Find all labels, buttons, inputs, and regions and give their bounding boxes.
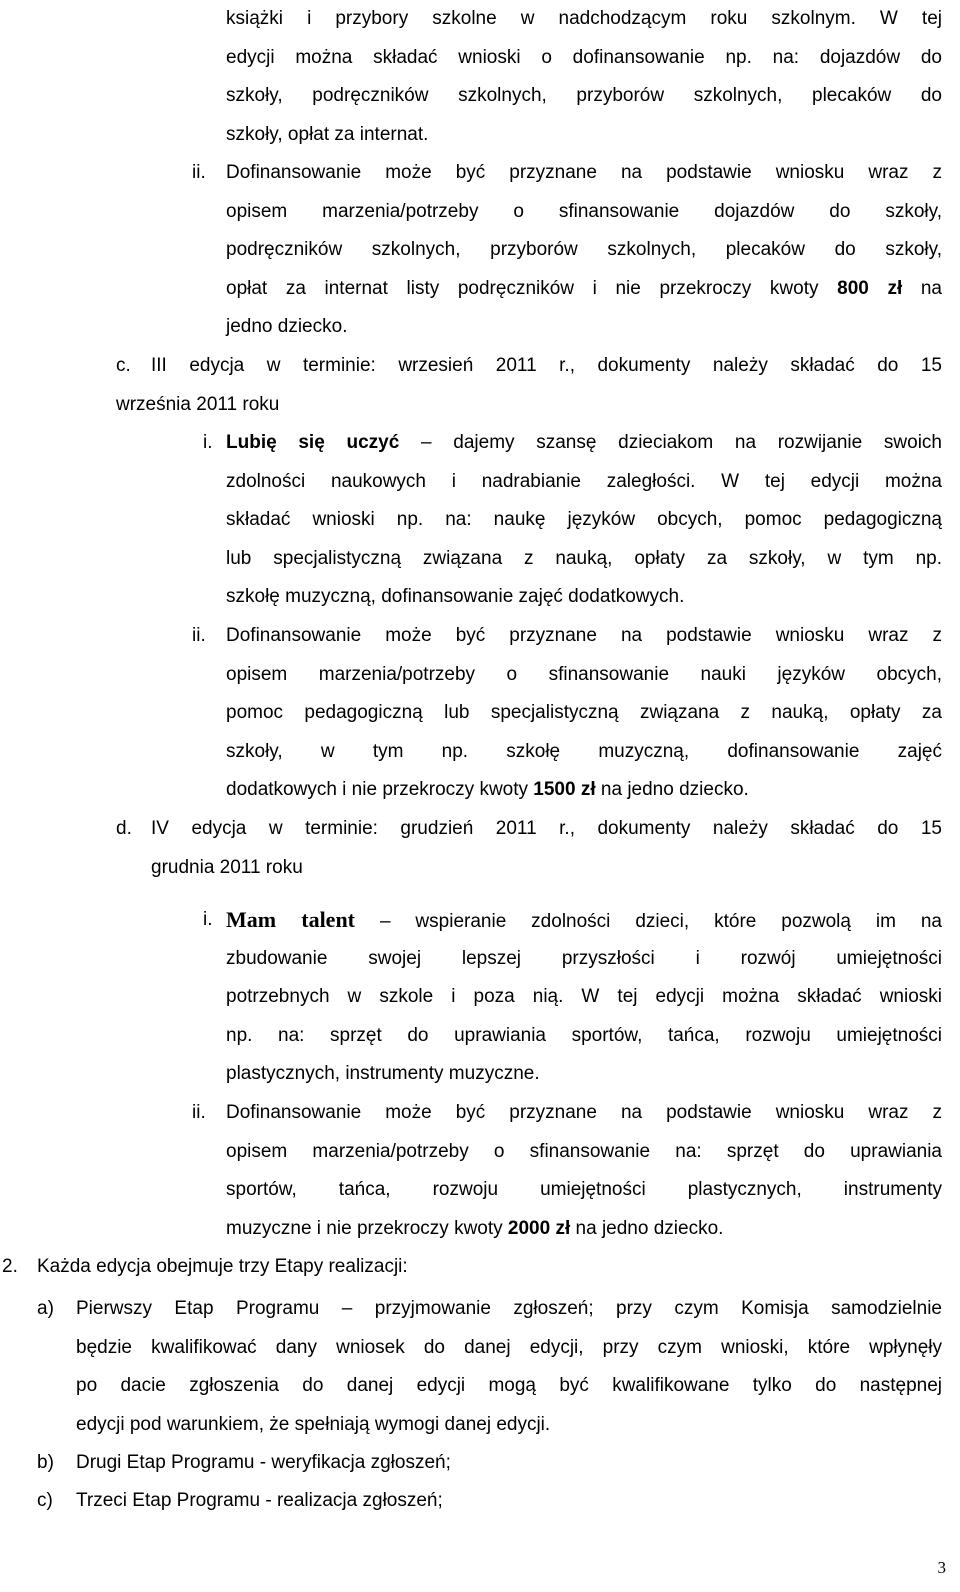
text-line: plastycznych, instrumenty muzyczne. (226, 1063, 540, 1084)
text-run: – wspieranie zdolności dzieci, które pozwolą im na (355, 911, 943, 932)
text-line: jedno dziecko. (226, 316, 348, 337)
list-marker-2: 2. (2, 1256, 18, 1277)
paragraph-edition-iv-line2 (151, 849, 942, 888)
text-line: Drugi Etap Programu - weryfikacja zgłoszeń; (76, 1452, 451, 1473)
text-run: – dajemy szansę dzieciakom na rozwijanie swoich (399, 432, 942, 453)
list-marker-ii: ii. (192, 162, 206, 183)
paragraph-edition-ii-item-ii (226, 154, 942, 347)
list-marker-i: i. (203, 432, 213, 453)
text-line: Pierwszy Etap Programu – przyjmowanie zgłoszeń; przy czym Komisja samodzielnie (76, 1298, 942, 1319)
text-line: opisem marzenia/potrzeby o sfinansowanie na: sprzęt do uprawiania (226, 1140, 942, 1162)
text-line: Trzeci Etap Programu - realizacja zgłoszeń; (76, 1490, 443, 1511)
paragraph-edition-iv-item-ii (226, 1094, 942, 1248)
text-line: składać wnioski np. na: naukę języków obcych, pomoc pedagogiczną (226, 509, 942, 530)
program-name-lubie-sie-uczyc: Lubię się uczyć (226, 432, 400, 453)
text-line: lub specjalistyczną związana z nauką, opłaty za szkoły, w tym np. (226, 547, 942, 569)
text-line: np. na: sprzęt do uprawiania sportów, tańca, rozwoju umiejętności (226, 1024, 942, 1046)
text-run: na jedno dziecko. (595, 779, 749, 800)
paragraph-edition-iii-item-i (226, 424, 942, 617)
paragraph-edition-iv (151, 810, 942, 849)
text-line: książki i przybory szkolne w nadchodzącym roku szkolnym. W tej (226, 8, 942, 29)
list-marker-i: i. (203, 909, 213, 930)
text-line: po dacie zgłoszenia do danej edycji mogą być kwalifikowane tylko do następnej (76, 1375, 942, 1396)
text-line: grudnia 2011 roku (151, 856, 303, 878)
list-marker-b: b) (37, 1452, 54, 1473)
list-marker-d: d. (116, 818, 132, 839)
text-run: opłat za internat listy podręczników i nie przekroczy kwoty (226, 277, 838, 299)
text-line: pomoc pedagogiczną lub specjalistyczną związana z nauką, opłaty za (226, 702, 942, 723)
text-line: szkoły, w tym np. szkołę muzyczną, dofinansowanie zajęć (226, 740, 942, 762)
paragraph-edition-iii-line2 (116, 386, 942, 425)
text-line: września 2011 roku (116, 393, 280, 415)
text-line: szkoły, opłat za internat. (226, 123, 429, 145)
list-marker-a: a) (37, 1298, 54, 1319)
text-line: szkoły, podręczników szkolnych, przyborów szkolnych, plecaków do (226, 85, 942, 106)
paragraph-stage-3 (76, 1482, 942, 1521)
list-marker-ii: ii. (192, 1102, 206, 1123)
text-line: zdolności naukowych i nadrabianie zaległości. W tej edycji można (226, 470, 942, 492)
paragraph-edition-ii-item-i-continued (226, 0, 942, 154)
page-number: 3 (937, 1558, 946, 1577)
text-line (226, 424, 942, 463)
text-line (226, 901, 942, 940)
paragraph-edition-iii-item-ii (226, 617, 942, 810)
text-line: III edycja w terminie: wrzesień 2011 r., dokumenty należy składać do 15 (151, 355, 942, 376)
program-name-mam-talent: Mam talent (226, 907, 356, 932)
list-marker-c: c. (116, 355, 131, 376)
text-line: szkołę muzyczną, dofinansowanie zajęć dodatkowych. (226, 586, 685, 607)
text-line: potrzebnych w szkole i poza nią. W tej edycji można składać wnioski (226, 986, 942, 1007)
amount-2000: 2000 zł (507, 1217, 571, 1239)
amount-1500: 1500 zł (533, 779, 596, 800)
text-line: podręczników szkolnych, przyborów szkolnych, plecaków do szkoły, (226, 239, 942, 260)
text-line: edycji można składać wnioski o dofinansowanie np. na: dojazdów do (226, 46, 942, 68)
text-line: sportów, tańca, rozwoju umiejętności plastycznych, instrumenty (226, 1179, 942, 1200)
paragraph-edition-iii (151, 347, 942, 386)
paragraph-edition-iv-item-i (226, 901, 942, 1094)
text-run: na jedno dziecko. (570, 1217, 724, 1239)
amount-800: 800 zł (837, 277, 903, 299)
text-line (226, 771, 942, 810)
text-line: IV edycja w terminie: grudzień 2011 r., dokumenty należy składać do 15 (151, 818, 942, 839)
text-line: edycji pod warunkiem, że spełniają wymogi danej edycji. (76, 1413, 551, 1435)
text-line: Dofinansowanie może być przyznane na podstawie wniosku wraz z (226, 162, 942, 183)
text-run: muzyczne i nie przekroczy kwoty (226, 1217, 508, 1239)
text-line: Dofinansowanie może być przyznane na podstawie wniosku wraz z (226, 625, 942, 646)
list-marker-c-paren: c) (37, 1490, 53, 1511)
text-line: opisem marzenia/potrzeby o sfinansowanie nauki języków obcych, (226, 663, 942, 685)
paragraph-stage-1 (76, 1290, 942, 1444)
text-line (226, 1210, 942, 1249)
list-marker-ii: ii. (192, 625, 206, 646)
section-2-heading (37, 1248, 942, 1287)
paragraph-stage-2 (76, 1444, 942, 1483)
text-line: zbudowanie swojej lepszej przyszłości i rozwój umiejętności (226, 947, 942, 969)
text-line: Dofinansowanie może być przyznane na podstawie wniosku wraz z (226, 1102, 942, 1123)
text-line: Każda edycja obejmuje trzy Etapy realizacji: (37, 1256, 408, 1277)
text-line: będzie kwalifikować dany wniosek do danej edycji, przy czym wnioski, które wpłynęły (76, 1336, 942, 1358)
text-run: dodatkowych i nie przekroczy kwoty (226, 779, 534, 800)
text-run: na (902, 277, 942, 299)
text-line (226, 270, 942, 309)
text-line: opisem marzenia/potrzeby o sfinansowanie dojazdów do szkoły, (226, 200, 942, 222)
